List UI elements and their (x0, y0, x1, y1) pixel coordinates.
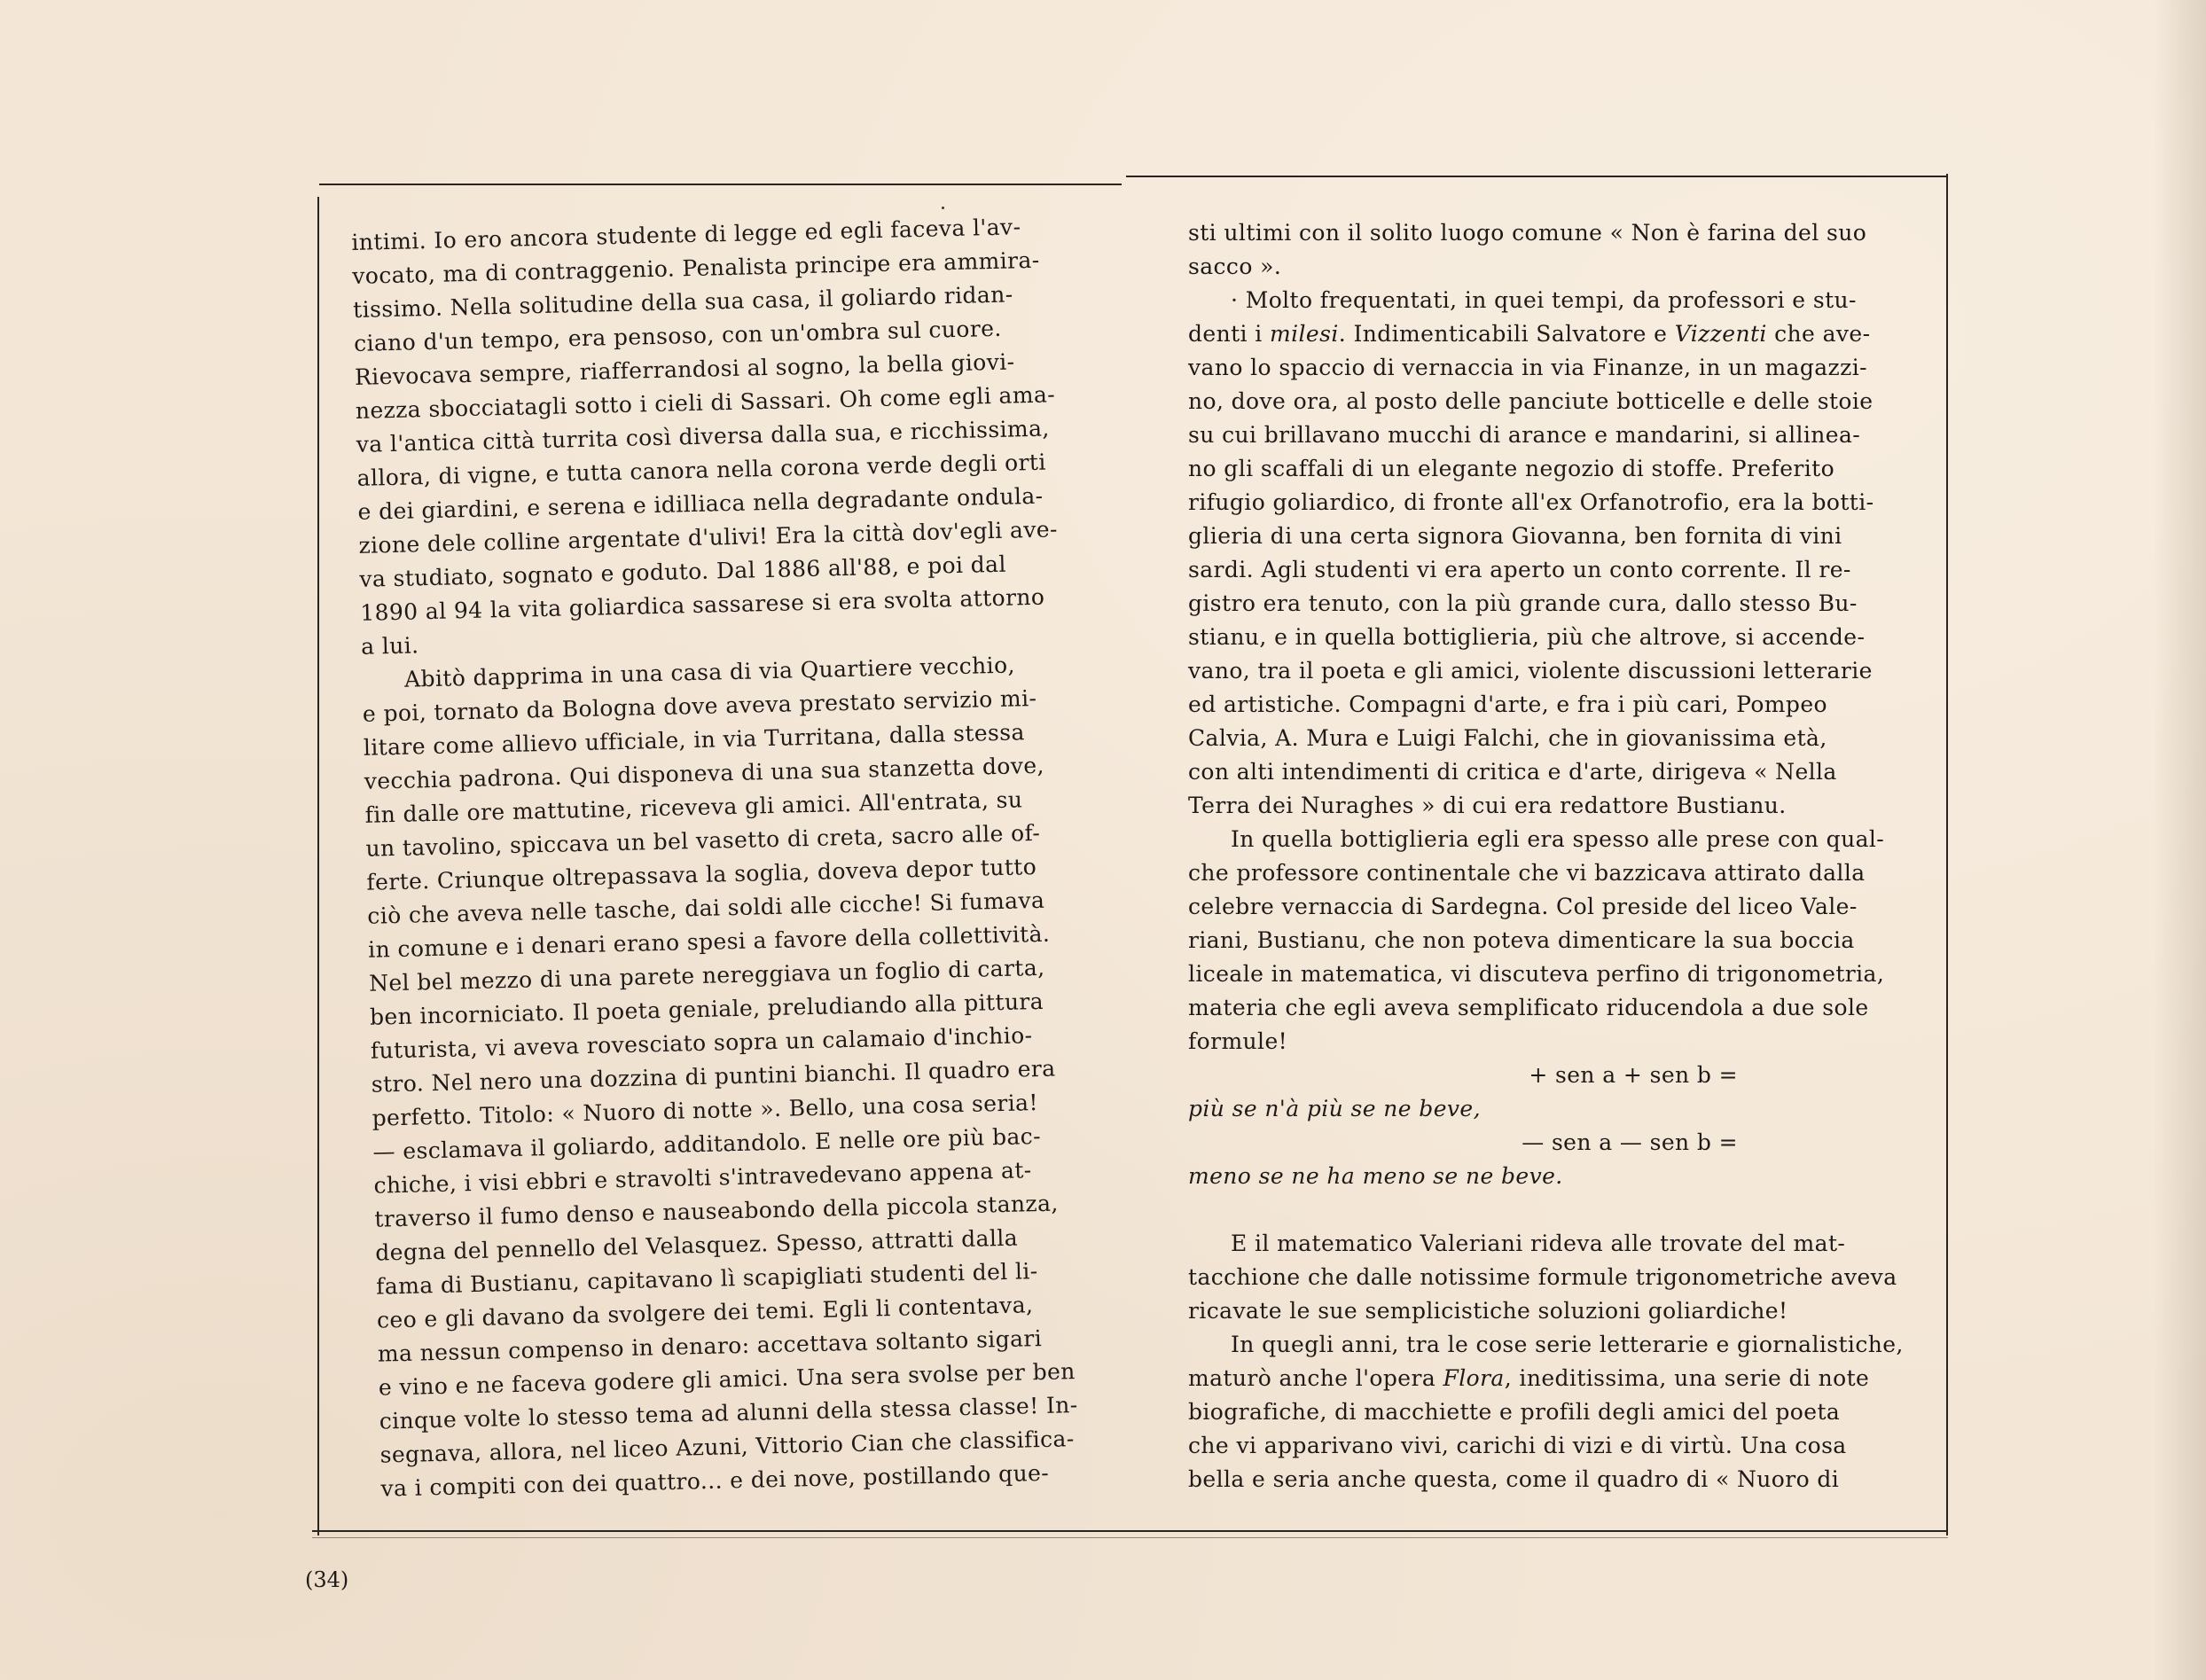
text-line: biografiche, di macchiette e profili degli amici del poeta (1188, 1399, 1841, 1425)
text-line: In quella bottiglieria egli era spesso alle prese con qual- (1231, 826, 1885, 852)
text-line: chiche, i visi ebbri e stravolti s'intravedevano appena at- (373, 1157, 1032, 1199)
text-line: nezza sbocciatagli sotto i cieli di Sassari. Oh come egli ama- (355, 381, 1056, 424)
text-line: stianu, e in quella bottiglieria, più che altrove, si accende- (1188, 624, 1866, 650)
right-rule (1946, 174, 1948, 1535)
text-line: che vi apparivano vivi, carichi di vizi e di virtù. Una cosa (1188, 1433, 1847, 1458)
text-line: 1890 al 94 la vita goliardica sassarese si era svolta attorno (359, 583, 1045, 626)
text-line: va i compiti con dei quattro... e dei nove, postillando que- (380, 1459, 1050, 1502)
text-line: ed artistiche. Compagni d'arte, e fra i più cari, Pompeo (1188, 692, 1827, 717)
text-line: formule! (1188, 1028, 1288, 1054)
text-line: sacco ». (1188, 254, 1282, 279)
formula-sum-reading: più se n'à più se ne beve, (1188, 1096, 1481, 1121)
top-rule-right (1126, 176, 1946, 177)
text-line: su cui brillavano mucchi di arance e mandarini, si allinea- (1188, 422, 1861, 448)
text-line: vocato, ma di contraggenio. Penalista principe era ammira- (351, 246, 1040, 289)
text-line-mixed (1188, 317, 1915, 351)
text-line: celebre vernaccia di Sardegna. Col preside del liceo Vale- (1188, 894, 1858, 919)
text-line: ciano d'un tempo, era pensoso, con un'ombra sul cuore. (353, 315, 1002, 356)
text-line: E il matematico Valeriani rideva alle trovate del mat- (1231, 1231, 1846, 1256)
text-line: Nel bel mezzo di una parete nereggiava un foglio di carta, (368, 954, 1045, 996)
text-line: in comune e i denari erano spesi a favore della collettività. (367, 920, 1051, 963)
text-line: liceale in matematica, vi discuteva perfino di trigonometria, (1188, 961, 1885, 987)
text-line: no gli scaffali di un elegante negozio di stoffe. Preferito (1188, 456, 1835, 481)
text-line: gistro era tenuto, con la più grande cura, dallo stesso Bu- (1188, 590, 1858, 616)
text-line-mixed (1188, 1362, 1915, 1395)
text-line: fin dalle ore mattutine, riceveva gli amici. All'entrata, su (364, 786, 1023, 828)
text-line: ceo e gli davano da svolgere dei temi. Egli li contentava, (376, 1292, 1034, 1333)
text-line: vano lo spaccio di vernaccia in via Finanze, in un magazzi- (1188, 355, 1867, 380)
text-line: traverso il fumo denso e nauseabondo della piccola stanza, (374, 1190, 1060, 1232)
text-line: fama di Bustianu, capitavano lì scapigliati studenti del li- (375, 1258, 1038, 1300)
text-line: ben incorniciato. Il poeta geniale, preludiando alla pittura (369, 988, 1044, 1030)
text-run: maturò anche l'opera (1188, 1365, 1443, 1391)
text-line: va l'antica città turrita così diversa dalla sua, e ricchissima, (356, 415, 1051, 457)
bottom-rule-shadow (312, 1537, 1948, 1538)
text-line: bella e seria anche questa, come il quadro di « Nuoro di (1188, 1466, 1840, 1492)
text-line: Abitò dapprima in una casa di via Quartiere vecchio, (403, 652, 1016, 692)
text-line: futurista, vi aveva rovesciato sopra un calamaio d'inchio- (370, 1022, 1033, 1064)
text-line: intimi. Io ero ancora studente di legge ed egli faceva l'av- (351, 214, 1021, 255)
text-run: , ineditissima, una serie di note (1504, 1365, 1870, 1391)
bottom-rule (312, 1530, 1948, 1532)
text-line: a lui. (360, 632, 419, 660)
text-line: tacchione che dalle notissime formule trigonometriche aveva (1188, 1264, 1897, 1290)
formula-difference-reading: meno se ne ha meno se ne beve. (1188, 1163, 1563, 1189)
text-line: glieria di una certa signora Giovanna, ben fornita di vini (1188, 523, 1842, 549)
italic-run: Flora (1443, 1365, 1505, 1391)
text-line: vano, tra il poeta e gli amici, violente discussioni letterarie (1188, 658, 1873, 684)
text-line: In quegli anni, tra le cose serie letterarie e giornalistiche, (1231, 1332, 1904, 1357)
text-line: Calvia, A. Mura e Luigi Falchi, che in giovanissima età, (1188, 725, 1827, 751)
text-line: riani, Bustianu, che non poteva dimenticare la sua boccia (1188, 927, 1855, 953)
text-line: e poi, tornato da Bologna dove aveva prestato servizio mi- (362, 684, 1037, 727)
text-line: ciò che aveva nelle tasche, dai soldi alle cicche! Si fumava (366, 887, 1045, 929)
text-line: · Molto frequentati, in quei tempi, da professori e stu- (1231, 287, 1857, 313)
text-line: ma nessun compenso in denaro: accettava soltanto sigari (377, 1324, 1043, 1367)
text-line: zione dele colline argentate d'ulivi! Era la città dov'egli ave- (358, 516, 1059, 559)
left-rule (317, 197, 319, 1535)
top-rule-left (319, 184, 1122, 185)
text-line: stro. Nel nero una dozzina di puntini bianchi. Il quadro era (371, 1055, 1056, 1098)
text-line: — esclamava il goliardo, additandolo. E nelle ore più bac- (372, 1122, 1042, 1165)
text-line: un tavolino, spiccava un bel vasetto di creta, sacro alle of- (365, 819, 1041, 862)
right-text-column (1188, 216, 1915, 1496)
left-text-column (351, 209, 1101, 1506)
text-line: materia che egli aveva semplificato riducendola a due sole (1188, 995, 1869, 1020)
text-line: e dei giardini, e serena e idilliaca nella degradante ondula- (357, 482, 1044, 525)
text-line: sardi. Agli studenti vi era aperto un conto corrente. Il re- (1188, 557, 1851, 582)
text-line: con alti intendimenti di critica e d'arte, dirigeva « Nella (1188, 759, 1837, 785)
print-dot (942, 207, 944, 209)
text-line: perfetto. Titolo: « Nuoro di notte ». Bello, una cosa seria! (372, 1090, 1039, 1131)
text-run: . Indimenticabili Salvatore e (1338, 321, 1675, 347)
text-line: che professore continentale che vi bazzicava attirato dalla (1188, 860, 1866, 886)
text-line: sti ultimi con il solito luogo comune « Non è farina del suo (1188, 220, 1867, 246)
page-edge-shadow (2153, 0, 2206, 1680)
text-line: ricavate le sue semplicistiche soluzioni goliardiche! (1188, 1298, 1788, 1324)
formula-difference: — sen a — sen b = (1522, 1129, 1738, 1155)
text-line: e vino e ne faceva godere gli amici. Una sera svolse per ben (378, 1358, 1076, 1401)
text-line: tissimo. Nella solitudine della sua casa, il goliardo ridan- (352, 281, 1013, 323)
page-number: (34) (305, 1567, 349, 1592)
text-line: vecchia padrona. Qui disponeva di una sua stanzetta dove, (364, 752, 1045, 794)
text-line: ferte. Criunque oltrepassava la soglia, doveva depor tutto (366, 853, 1037, 895)
paragraph-gap (1188, 1193, 1915, 1227)
text-line: degna del pennello del Velasquez. Spesso, attratti dalla (374, 1224, 1019, 1266)
text-run: denti i (1188, 321, 1271, 347)
text-line: allora, di vigne, e tutta canora nella corona verde degli orti (356, 449, 1047, 491)
italic-run: Vizzenti (1674, 321, 1767, 347)
formula-sum: + sen a + sen b = (1529, 1062, 1738, 1088)
text-line: segnava, allora, nel liceo Azuni, Vittorio Cian che classifica- (379, 1426, 1075, 1468)
text-line: litare come allievo ufficiale, in via Turritana, dalla stessa (363, 719, 1026, 761)
text-line: rifugio goliardico, di fronte all'ex Orfanotrofio, era la botti- (1188, 489, 1874, 515)
text-line: va studiato, sognato e goduto. Dal 1886 all'88, e poi dal (359, 551, 1007, 592)
italic-run: milesi (1270, 321, 1339, 347)
text-line: cinque volte lo stesso tema ad alunni della stessa classe! In- (379, 1392, 1078, 1434)
text-line: no, dove ora, al posto delle panciute botticelle e delle stoie (1188, 388, 1874, 414)
text-run: che ave- (1766, 321, 1871, 347)
text-line: Rievocava sempre, riafferrandosi al sogno, la bella giovi- (354, 348, 1015, 390)
text-line: Terra dei Nuraghes » di cui era redattore Bustianu. (1188, 793, 1787, 818)
